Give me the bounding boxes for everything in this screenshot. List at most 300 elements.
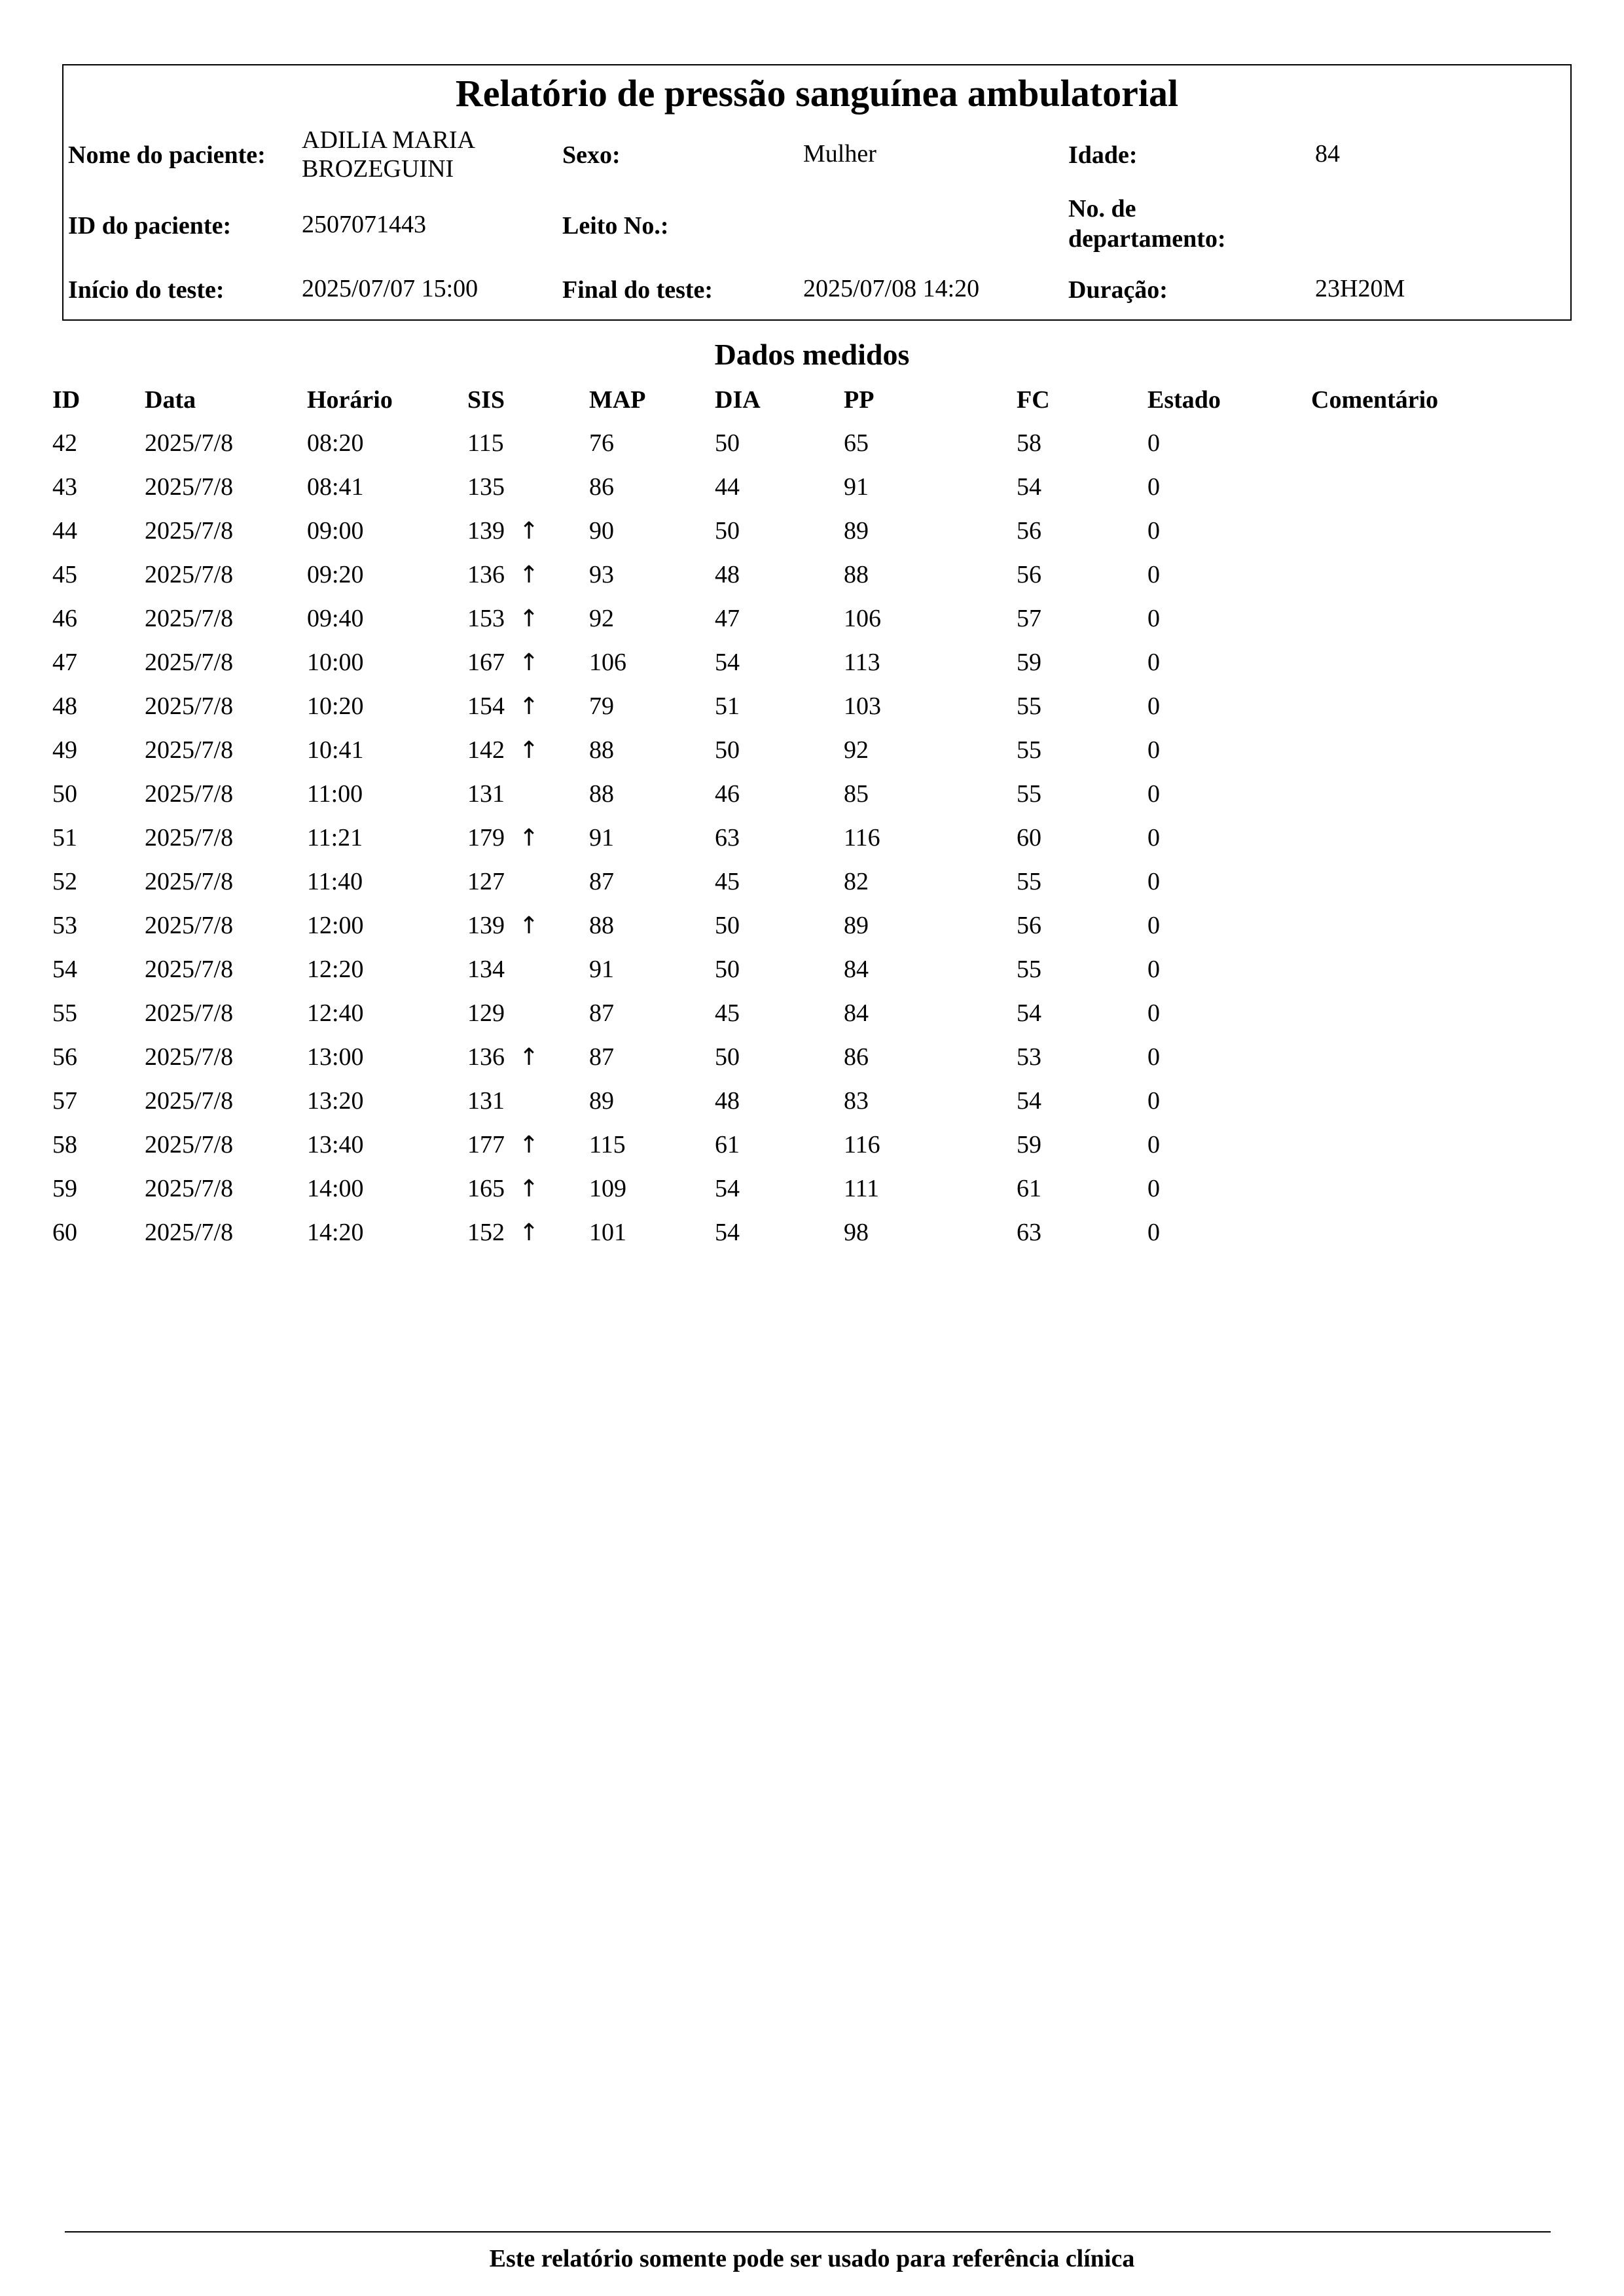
cell-date [145, 603, 233, 634]
cell-pp-value: 111 [844, 1175, 880, 1202]
cell-pp-value: 85 [844, 780, 869, 808]
cell-id [52, 1086, 77, 1116]
table-row [0, 998, 1624, 1042]
cell-fc-value: 56 [1017, 912, 1041, 939]
cell-id [52, 1217, 77, 1247]
cell-dia [715, 1042, 740, 1072]
cell-dia [715, 1086, 740, 1116]
cell-date-value: 2025/7/8 [145, 1087, 234, 1115]
cell-dia [715, 1217, 740, 1247]
high-value-arrow-icon: ↑ [519, 1132, 539, 1158]
cell-dia [715, 998, 740, 1028]
cell-time [307, 910, 364, 941]
cell-time [307, 560, 364, 590]
measurements-table [0, 428, 1624, 1261]
cell-time-value: 10:41 [307, 736, 364, 764]
cell-sis-value: 131 [467, 780, 505, 808]
cell-status-value: 0 [1147, 605, 1160, 632]
column-header-dia: DIA [715, 386, 761, 414]
cell-map [589, 1130, 626, 1160]
cell-status-value: 0 [1147, 868, 1160, 895]
cell-map-value: 106 [589, 649, 626, 676]
cell-pp-value: 116 [844, 1131, 880, 1158]
cell-sis [467, 954, 505, 984]
patient-name-value: ADILIA MARIA BROZEGUINI [302, 126, 474, 183]
cell-id [52, 779, 77, 809]
cell-dia [715, 428, 740, 458]
high-value-arrow-icon: ↑ [519, 737, 539, 764]
cell-status-value: 0 [1147, 473, 1160, 501]
column-header-id: ID [52, 386, 81, 414]
cell-status [1147, 910, 1160, 941]
cell-fc [1017, 1086, 1041, 1116]
duration-label: Duração: [1068, 276, 1168, 304]
cell-fc-value: 59 [1017, 1131, 1041, 1158]
cell-id-value: 42 [52, 429, 77, 457]
age-label: Idade: [1068, 141, 1138, 169]
cell-fc-value: 54 [1017, 999, 1041, 1027]
cell-map [589, 823, 614, 853]
cell-date [145, 867, 233, 897]
patient-info-box [62, 64, 1572, 321]
cell-map [589, 516, 614, 546]
cell-id-value: 53 [52, 912, 77, 939]
cell-map [589, 1086, 614, 1116]
test-end-value: 2025/07/08 14:20 [803, 275, 980, 302]
cell-time-value: 08:20 [307, 429, 364, 457]
cell-id-value: 43 [52, 473, 77, 501]
cell-fc [1017, 1042, 1041, 1072]
test-start-label: Início do teste: [68, 276, 225, 304]
cell-time-value: 14:20 [307, 1219, 364, 1246]
cell-id-value: 54 [52, 956, 77, 983]
cell-sis [467, 1217, 539, 1248]
cell-dia [715, 647, 740, 677]
cell-date-value: 2025/7/8 [145, 736, 234, 764]
cell-time-value: 11:00 [307, 780, 363, 808]
cell-map-value: 88 [589, 780, 614, 808]
patient-id-label: ID do paciente: [68, 212, 232, 240]
cell-pp-value: 86 [844, 1043, 869, 1071]
cell-sis-value: 179 [467, 824, 505, 852]
cell-id [52, 867, 77, 897]
cell-fc-value: 63 [1017, 1219, 1041, 1246]
cell-dia-value: 50 [715, 517, 740, 545]
cell-id-value: 46 [52, 605, 77, 632]
column-header-pp: PP [844, 386, 875, 414]
cell-status [1147, 867, 1160, 897]
cell-id [52, 1174, 77, 1204]
cell-fc-value: 59 [1017, 649, 1041, 676]
cell-time [307, 428, 364, 458]
cell-time [307, 779, 363, 809]
cell-sis-value: 139 [467, 517, 505, 545]
cell-fc [1017, 998, 1041, 1028]
cell-sis-value: 136 [467, 561, 505, 588]
cell-pp [844, 735, 869, 765]
cell-pp-value: 116 [844, 824, 880, 852]
cell-id-value: 58 [52, 1131, 77, 1158]
cell-fc-value: 55 [1017, 868, 1041, 895]
cell-date [145, 560, 233, 590]
cell-fc-value: 55 [1017, 736, 1041, 764]
cell-pp [844, 1086, 869, 1116]
cell-date-value: 2025/7/8 [145, 956, 234, 983]
cell-dia [715, 691, 740, 721]
cell-fc [1017, 1217, 1041, 1247]
cell-sis [467, 691, 539, 722]
cell-sis-value: 135 [467, 473, 505, 501]
cell-time [307, 954, 364, 984]
table-row [0, 1174, 1624, 1217]
cell-sis [467, 998, 505, 1028]
cell-time-value: 12:20 [307, 956, 364, 983]
cell-fc [1017, 735, 1041, 765]
cell-map-value: 93 [589, 561, 614, 588]
sex-value: Mulher [803, 140, 876, 168]
cell-time-value: 10:00 [307, 649, 364, 676]
cell-time-value: 11:21 [307, 824, 363, 852]
high-value-arrow-icon: ↑ [519, 1044, 539, 1071]
cell-dia-value: 50 [715, 912, 740, 939]
cell-fc [1017, 560, 1041, 590]
cell-date [145, 735, 233, 765]
cell-date-value: 2025/7/8 [145, 999, 234, 1027]
cell-id-value: 60 [52, 1219, 77, 1246]
column-header-sis: SIS [467, 386, 505, 414]
cell-status [1147, 1174, 1160, 1204]
cell-map [589, 779, 614, 809]
cell-status-value: 0 [1147, 1175, 1160, 1202]
cell-date [145, 1217, 233, 1247]
high-value-arrow-icon: ↑ [519, 825, 539, 852]
cell-status-value: 0 [1147, 1087, 1160, 1115]
cell-dia-value: 46 [715, 780, 740, 808]
report-title: Relatório de pressão sanguínea ambulatorial [455, 72, 1179, 115]
high-value-arrow-icon: ↑ [519, 1219, 539, 1246]
duration-value: 23H20M [1315, 275, 1405, 302]
cell-status-value: 0 [1147, 1043, 1160, 1071]
cell-map-value: 89 [589, 1087, 614, 1115]
table-row [0, 603, 1624, 647]
cell-dia-value: 63 [715, 824, 740, 852]
cell-status [1147, 954, 1160, 984]
cell-date-value: 2025/7/8 [145, 649, 234, 676]
cell-map-value: 92 [589, 605, 614, 632]
cell-date-value: 2025/7/8 [145, 1043, 234, 1071]
cell-date [145, 823, 233, 853]
cell-date-value: 2025/7/8 [145, 1219, 234, 1246]
table-row [0, 779, 1624, 823]
cell-id-value: 48 [52, 692, 77, 720]
cell-pp [844, 1217, 869, 1247]
cell-fc [1017, 472, 1041, 502]
cell-status [1147, 516, 1160, 546]
cell-map-value: 87 [589, 1043, 614, 1071]
cell-map-value: 88 [589, 912, 614, 939]
cell-map [589, 735, 614, 765]
cell-sis [467, 910, 539, 941]
cell-dia [715, 779, 740, 809]
cell-dia [715, 516, 740, 546]
age-value: 84 [1315, 140, 1340, 168]
cell-sis [467, 1086, 505, 1116]
cell-dia-value: 54 [715, 1219, 740, 1246]
cell-id-value: 50 [52, 780, 77, 808]
cell-time-value: 12:40 [307, 999, 364, 1027]
cell-id [52, 823, 77, 853]
cell-dia-value: 48 [715, 561, 740, 588]
cell-status [1147, 691, 1160, 721]
cell-pp-value: 98 [844, 1219, 869, 1246]
cell-date-value: 2025/7/8 [145, 1175, 234, 1202]
cell-dia [715, 910, 740, 941]
cell-map [589, 472, 614, 502]
high-value-arrow-icon: ↑ [519, 1175, 539, 1202]
table-row [0, 867, 1624, 910]
cell-sis [467, 1130, 539, 1160]
cell-map-value: 115 [589, 1131, 626, 1158]
cell-id [52, 954, 77, 984]
cell-dia-value: 54 [715, 649, 740, 676]
cell-map-value: 109 [589, 1175, 626, 1202]
cell-map-value: 87 [589, 999, 614, 1027]
high-value-arrow-icon: ↑ [519, 518, 539, 545]
cell-dia [715, 1174, 740, 1204]
cell-sis [467, 516, 539, 547]
cell-id [52, 428, 77, 458]
cell-time-value: 11:40 [307, 868, 363, 895]
table-row [0, 516, 1624, 560]
cell-time-value: 09:40 [307, 605, 364, 632]
cell-pp-value: 106 [844, 605, 881, 632]
cell-id [52, 1130, 77, 1160]
cell-sis [467, 735, 539, 766]
cell-dia [715, 603, 740, 634]
cell-pp [844, 1174, 879, 1204]
column-header-status: Estado [1147, 386, 1221, 414]
cell-fc [1017, 779, 1041, 809]
cell-dia-value: 44 [715, 473, 740, 501]
cell-time-value: 08:41 [307, 473, 364, 501]
cell-map-value: 76 [589, 429, 614, 457]
cell-date-value: 2025/7/8 [145, 561, 234, 588]
cell-sis-value: 129 [467, 999, 505, 1027]
footer-disclaimer: Este relatório somente pode ser usado para referência clínica [489, 2245, 1135, 2272]
cell-status-value: 0 [1147, 561, 1160, 588]
cell-date [145, 472, 233, 502]
cell-time [307, 1217, 364, 1247]
patient-id-value: 2507071443 [302, 211, 426, 238]
cell-date-value: 2025/7/8 [145, 692, 234, 720]
cell-status [1147, 998, 1160, 1028]
cell-id [52, 1042, 77, 1072]
cell-id [52, 516, 77, 546]
cell-pp-value: 91 [844, 473, 869, 501]
cell-date-value: 2025/7/8 [145, 429, 234, 457]
cell-time-value: 09:20 [307, 561, 364, 588]
cell-id [52, 603, 77, 634]
cell-time [307, 1042, 364, 1072]
cell-sis-value: 115 [467, 429, 504, 457]
cell-dia [715, 735, 740, 765]
cell-pp [844, 647, 880, 677]
cell-status-value: 0 [1147, 780, 1160, 808]
table-row [0, 428, 1624, 472]
table-row [0, 691, 1624, 735]
cell-pp-value: 89 [844, 912, 869, 939]
high-value-arrow-icon: ↑ [519, 605, 539, 632]
high-value-arrow-icon: ↑ [519, 693, 539, 720]
cell-dia [715, 867, 740, 897]
cell-pp-value: 83 [844, 1087, 869, 1115]
cell-id [52, 735, 77, 765]
cell-pp [844, 516, 869, 546]
cell-id [52, 647, 77, 677]
cell-pp [844, 954, 869, 984]
cell-sis-value: 153 [467, 605, 505, 632]
footer-divider [65, 2231, 1551, 2233]
cell-sis-value: 154 [467, 692, 505, 720]
cell-map [589, 954, 614, 984]
cell-id [52, 998, 77, 1028]
cell-date-value: 2025/7/8 [145, 473, 234, 501]
cell-date-value: 2025/7/8 [145, 605, 234, 632]
cell-map [589, 1174, 626, 1204]
cell-time-value: 12:00 [307, 912, 364, 939]
cell-pp [844, 560, 869, 590]
cell-id-value: 45 [52, 561, 77, 588]
cell-map-value: 87 [589, 868, 614, 895]
cell-pp-value: 88 [844, 561, 869, 588]
cell-dia [715, 823, 740, 853]
cell-fc [1017, 691, 1041, 721]
cell-pp-value: 113 [844, 649, 880, 676]
cell-date-value: 2025/7/8 [145, 780, 234, 808]
cell-status-value: 0 [1147, 517, 1160, 545]
cell-map-value: 86 [589, 473, 614, 501]
cell-fc [1017, 603, 1041, 634]
cell-pp [844, 998, 869, 1028]
cell-id-value: 59 [52, 1175, 77, 1202]
cell-date [145, 647, 233, 677]
cell-dia-value: 50 [715, 736, 740, 764]
cell-pp [844, 472, 869, 502]
cell-status-value: 0 [1147, 649, 1160, 676]
cell-status-value: 0 [1147, 1131, 1160, 1158]
cell-status [1147, 1042, 1160, 1072]
cell-status [1147, 735, 1160, 765]
cell-sis [467, 1042, 539, 1073]
table-row [0, 954, 1624, 998]
cell-fc [1017, 954, 1041, 984]
cell-map [589, 867, 614, 897]
cell-fc-value: 57 [1017, 605, 1041, 632]
cell-pp [844, 867, 869, 897]
cell-sis [467, 647, 539, 678]
cell-dia [715, 1130, 740, 1160]
cell-status [1147, 428, 1160, 458]
cell-dia-value: 51 [715, 692, 740, 720]
cell-status-value: 0 [1147, 912, 1160, 939]
cell-time [307, 603, 364, 634]
cell-date [145, 428, 233, 458]
cell-map [589, 910, 614, 941]
cell-sis-value: 177 [467, 1131, 505, 1158]
cell-pp [844, 603, 881, 634]
cell-pp-value: 92 [844, 736, 869, 764]
cell-sis-value: 167 [467, 649, 505, 676]
column-header-comment: Comentário [1311, 386, 1439, 414]
cell-fc-value: 55 [1017, 956, 1041, 983]
cell-fc [1017, 823, 1041, 853]
cell-status-value: 0 [1147, 1219, 1160, 1246]
cell-time [307, 472, 364, 502]
sex-label: Sexo: [562, 141, 621, 169]
cell-date-value: 2025/7/8 [145, 824, 234, 852]
cell-date-value: 2025/7/8 [145, 912, 234, 939]
cell-id [52, 910, 77, 941]
cell-pp-value: 89 [844, 517, 869, 545]
measured-data-title: Dados medidos [714, 338, 910, 371]
cell-sis [467, 823, 539, 853]
cell-date [145, 1174, 233, 1204]
cell-dia-value: 45 [715, 999, 740, 1027]
table-row [0, 1042, 1624, 1086]
cell-dia-value: 50 [715, 1043, 740, 1071]
cell-pp-value: 65 [844, 429, 869, 457]
cell-sis-value: 142 [467, 736, 505, 764]
cell-status [1147, 779, 1160, 809]
cell-id-value: 56 [52, 1043, 77, 1071]
cell-sis [467, 560, 539, 590]
cell-map [589, 998, 614, 1028]
cell-id-value: 57 [52, 1087, 77, 1115]
cell-pp-value: 103 [844, 692, 881, 720]
cell-date [145, 691, 233, 721]
cell-status-value: 0 [1147, 824, 1160, 852]
cell-id-value: 51 [52, 824, 77, 852]
cell-fc-value: 60 [1017, 824, 1041, 852]
cell-fc [1017, 647, 1041, 677]
cell-time [307, 867, 363, 897]
cell-fc-value: 55 [1017, 692, 1041, 720]
cell-date-value: 2025/7/8 [145, 868, 234, 895]
cell-map-value: 90 [589, 517, 614, 545]
cell-id-value: 52 [52, 868, 77, 895]
cell-time [307, 516, 364, 546]
cell-pp-value: 84 [844, 956, 869, 983]
cell-dia-value: 45 [715, 868, 740, 895]
cell-dia-value: 61 [715, 1131, 740, 1158]
cell-time [307, 1174, 364, 1204]
cell-map [589, 428, 614, 458]
cell-time [307, 735, 364, 765]
cell-status-value: 0 [1147, 956, 1160, 983]
cell-status-value: 0 [1147, 692, 1160, 720]
cell-pp [844, 1130, 880, 1160]
cell-time [307, 647, 364, 677]
cell-sis [467, 428, 504, 458]
cell-fc-value: 54 [1017, 1087, 1041, 1115]
cell-sis [467, 603, 539, 634]
cell-status-value: 0 [1147, 429, 1160, 457]
high-value-arrow-icon: ↑ [519, 562, 539, 588]
high-value-arrow-icon: ↑ [519, 649, 539, 676]
cell-date [145, 1130, 233, 1160]
cell-time-value: 09:00 [307, 517, 364, 545]
cell-status [1147, 823, 1160, 853]
